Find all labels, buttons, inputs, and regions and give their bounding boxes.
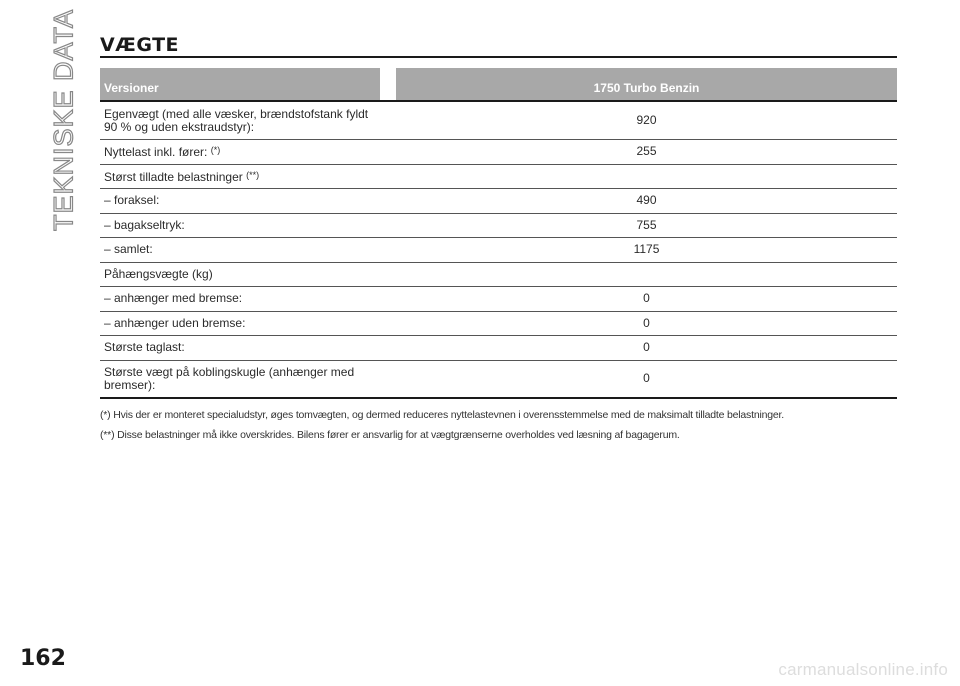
page-number: 162 (20, 646, 66, 671)
row-value: 0 (643, 291, 650, 306)
footnote-marker: (*) (210, 145, 221, 156)
table-row (100, 336, 897, 361)
row-label: – anhænger med bremse: (104, 291, 243, 306)
row-value: 255 (636, 144, 657, 159)
footnote: (**) Disse belastninger må ikke overskrides. Bilens fører er ansvarlig for at vægtgrænserne overholdes ved læsning af bagagerum. (100, 429, 680, 441)
table-header (100, 68, 897, 100)
chapter-side-title-text: TEKNISKE DATA (48, 8, 79, 232)
table-row (100, 361, 897, 399)
row-label: Største vægt på koblingskugle (anhænger med bremser): (104, 364, 355, 392)
table-row (100, 165, 897, 190)
header-versions: Versioner (100, 68, 380, 100)
table-row (100, 263, 897, 288)
row-value: 490 (636, 193, 657, 208)
section-title: VÆGTE (100, 34, 180, 56)
table-row (100, 312, 897, 337)
row-label: – samlet: (104, 242, 153, 257)
table-row (100, 140, 897, 165)
row-value: 755 (636, 217, 657, 232)
table-row (100, 189, 897, 214)
row-value: 0 (643, 371, 650, 385)
row-label: – bagakseltryk: (104, 217, 185, 232)
footnote-marker: (**) (246, 169, 260, 180)
table-row (100, 238, 897, 263)
table-row (100, 214, 897, 239)
row-label: Største taglast: (104, 340, 185, 355)
row-value: 0 (643, 315, 650, 330)
header-engine: 1750 Turbo Benzin (396, 68, 897, 100)
row-value: 920 (636, 113, 657, 127)
table-row (100, 287, 897, 312)
row-label: Størst tilladte belastninger (**) (104, 169, 260, 184)
footnotes (100, 405, 900, 445)
watermark: carmanualsonline.info (778, 660, 948, 679)
row-label: – anhænger uden bremse: (104, 315, 246, 330)
table-row (100, 102, 897, 140)
row-label: – foraksel: (104, 193, 160, 208)
title-rule (100, 56, 897, 58)
row-value: 1175 (633, 242, 660, 257)
row-label: Egenvægt (med alle væsker, brændstofstank fyldt 90 % og uden ekstraudstyr): (104, 106, 369, 134)
row-label: Påhængsvægte (kg) (104, 266, 213, 281)
row-value: 0 (643, 340, 650, 355)
weights-table (100, 68, 897, 399)
row-label: Nyttelast inkl. fører: (*) (104, 145, 221, 160)
footnote: (*) Hvis der er monteret specialudstyr, øges tomvægten, og dermed reduceres nyttelastevnen i overensstemmelse med de maksimalt tilladte belastninger. (100, 409, 784, 421)
chapter-side-title (34, 8, 94, 232)
